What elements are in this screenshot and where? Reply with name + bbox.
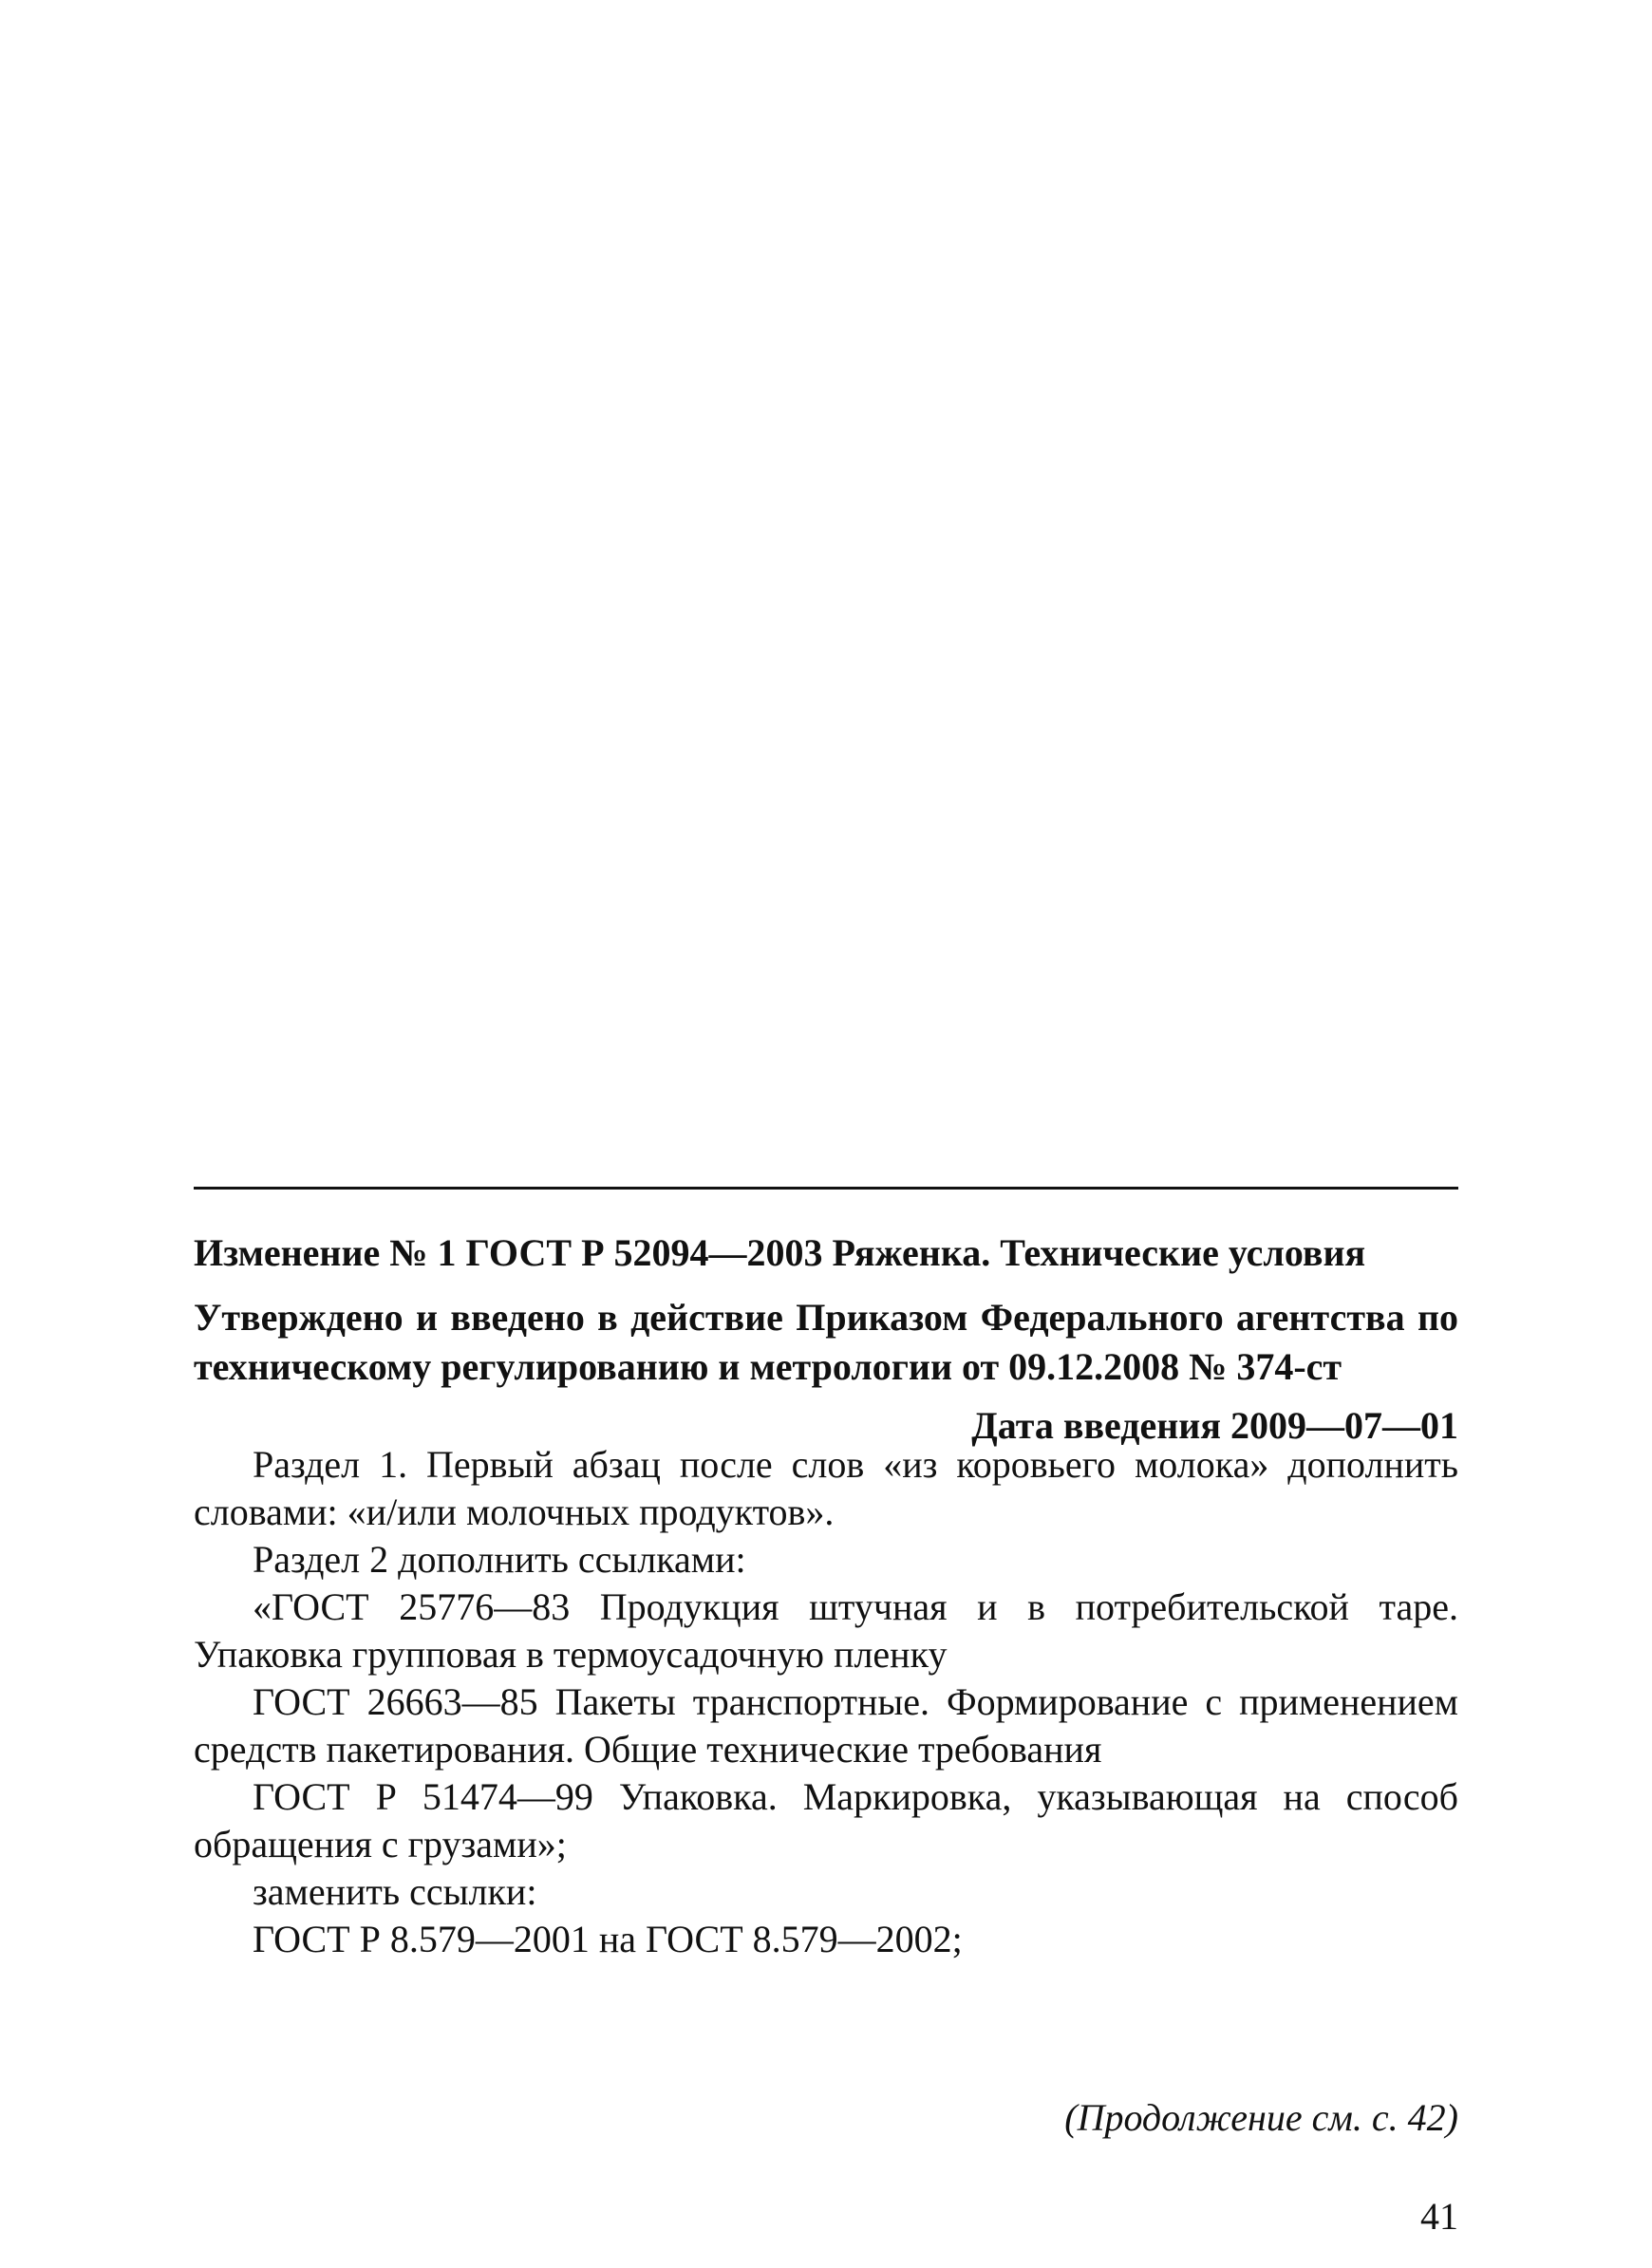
- body-paragraph: ГОСТ Р 51474—99 Упаковка. Маркировка, указывающая на способ обращения с грузами»;: [194, 1775, 1458, 1865]
- body-paragraph: ГОСТ Р 8.579—2001 на ГОСТ 8.579—2002;: [253, 1918, 963, 1960]
- approval-statement: Утверждено и введено в действие Приказом Федерального агентства по техническому регулированию и метрологии от 09.12.2008 № 374-ст: [194, 1296, 1458, 1388]
- amendment-title: Изменение № 1 ГОСТ Р 52094—2003 Ряженка. Технические условия: [194, 1231, 1366, 1274]
- amendment-body: [194, 1441, 1458, 1963]
- body-paragraph: Раздел 2 дополнить ссылками:: [253, 1538, 746, 1581]
- section-divider: [194, 1187, 1458, 1190]
- body-paragraph: Раздел 1. Первый абзац после слов «из коровьего молока» дополнить словами: «и/или молочных продуктов».: [194, 1443, 1458, 1533]
- continuation-note: (Продолжение см. с. 42): [1064, 2096, 1458, 2139]
- body-paragraph: ГОСТ 26663—85 Пакеты транспортные. Формирование с применением средств пакетирования. Общие технические требования: [194, 1680, 1458, 1771]
- body-paragraph: заменить ссылки:: [253, 1870, 537, 1913]
- body-paragraph: «ГОСТ 25776—83 Продукция штучная и в потребительской таре. Упаковка групповая в термоусадочную пленку: [194, 1585, 1458, 1676]
- document-header: [194, 1228, 1458, 1451]
- effective-date: Дата введения 2009—07—01: [971, 1404, 1458, 1447]
- page-number: 41: [1420, 2195, 1458, 2238]
